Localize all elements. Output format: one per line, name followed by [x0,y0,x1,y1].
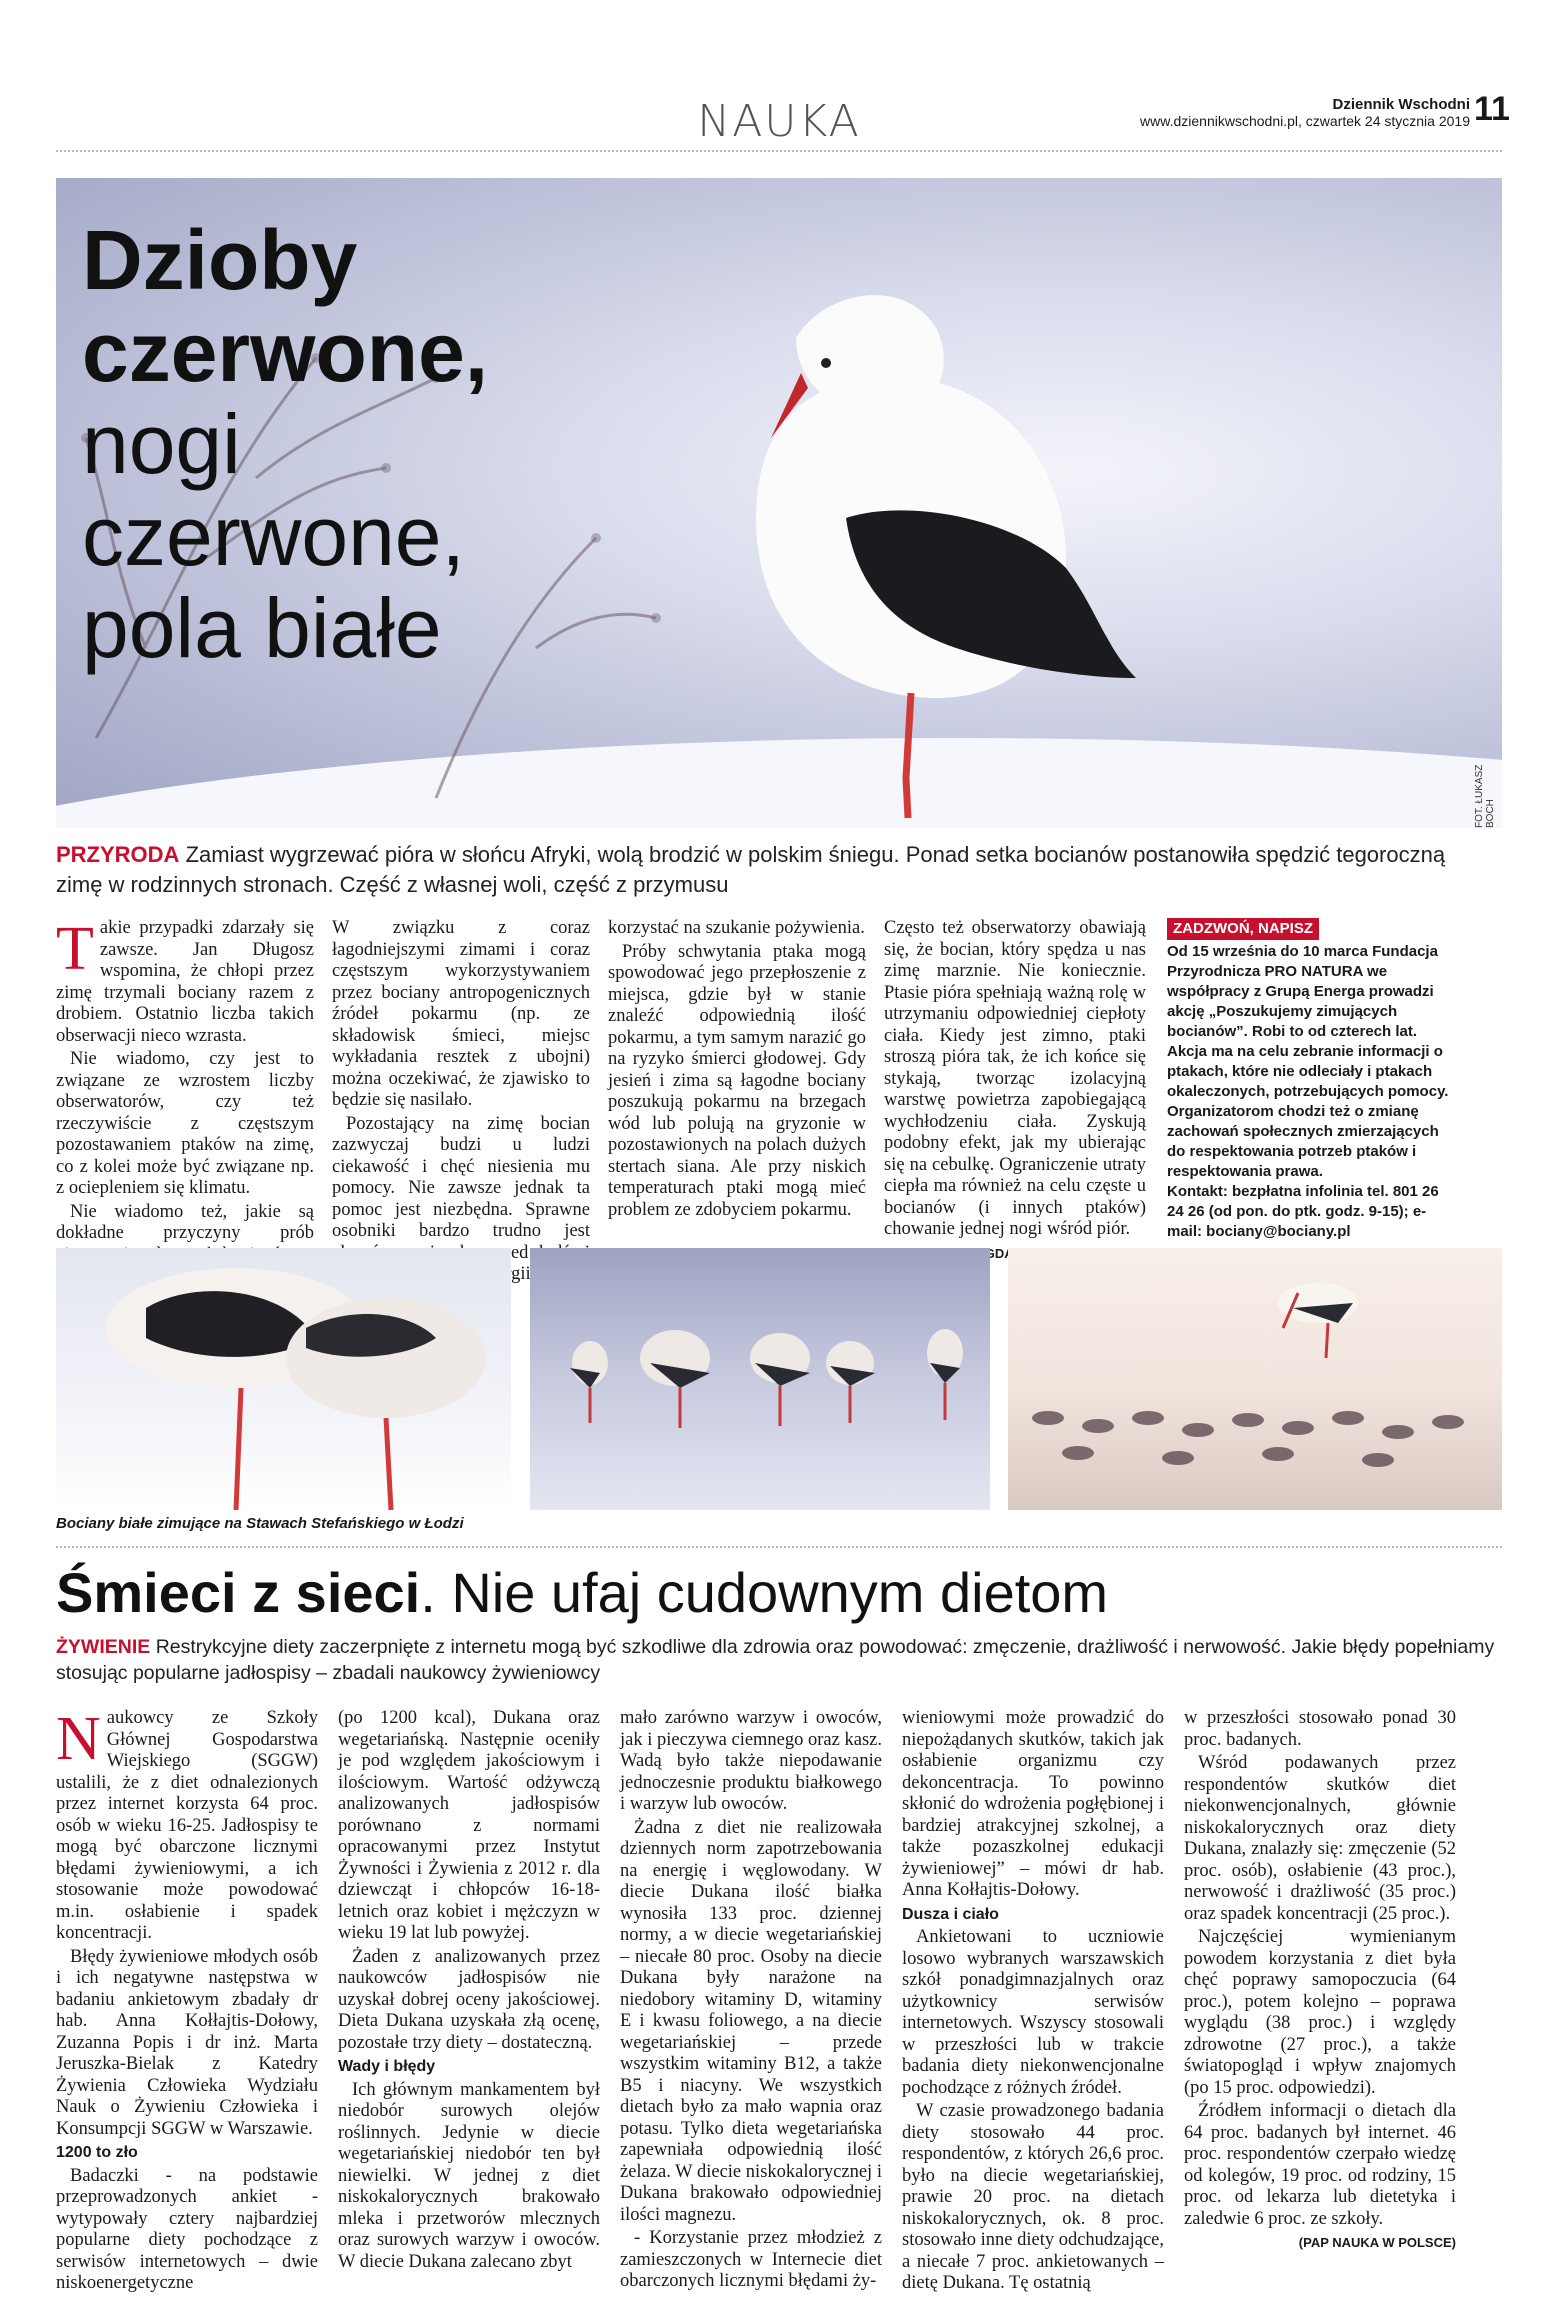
article-lead: PRZYRODA Zamiast wygrzewać pióra w słońcu Afryki, wolą brodzić w polskim śniegu. Ponad setka bocianów postanowiła spędzić tegoroczną zimę w rodzinnych stronach. Część z własnej woli, część z przymusu [56,842,1446,897]
paper-name: Dziennik Wschodni [1332,96,1470,113]
second-headline: Śmieci z sieci. Nie ufaj cudownym dietom [56,1561,1109,1624]
article-column-4: Często też obserwatorzy obawiają się, że bocian, który spędza u nas zimę marznie. Nie koniecznie. Ptasie pióra spełniają ważną rolę w utrzymaniu odpowiedniej ciepłoty ciała. Kiedy jest zimno, ptaki stroszą pióra tak, że ich końce się stykają, tworząc izolacyjną warstwę powietrza zapobiegającą wychłodzeniu ciała. Zyskują podobny efekt, jak my ubierając się na cebulkę. Ograniczenie utraty ciepła ma również na celu częste u bocianów (i innych ptaków) chowanie jednej nogi wśród piór. MAGDALENA [884,918,1146,1264]
issue-date: czwartek 24 stycznia 2019 [1305,113,1470,129]
box-contact: Kontakt: bezpłatna infolinia tel. 801 26 24 26 (od pon. do ptk. godz. 9-15); e-mail: bociany@bociany.pl [1167,1183,1439,1240]
article-column-2: W związku z coraz łagodniejszymi zimami i coraz częstszym wykorzystywaniem przez bociany antropogenicznych źródeł pokarmu (np. ze składowisk śmieci, miejsc wykładania resztek z ubojni) można oczekiwać, że zjawisko to będzie się nasilało. Pozostający na zimę bocian zazwyczaj budzi u ludzi ciekawość i chęć niesienia mu pomocy. Nie zawsze jednak ta pomoc jest niezbędna. Sprawne osobniki bardzo trudno jest [332,918,590,1241]
kicker: PRZYRODA [56,842,180,867]
photo-storks-1 [56,1248,511,1510]
subheading: 1200 to zło [56,2144,138,2161]
article-column-3: korzystać na szukanie pożywienia. Próby schwytania ptaka mogą spowodować jego przepłoszenie z miejsca, gdzie był w stanie znaleźć odpowiednią ilość pokarmu, a tym samym narazić go na ryzyko śmierci głodowej. Gdy jesień i zima są łagodne bociany poszukują pokarmu na brzegach wód lub polują na gryzonie w pozostawionych na polach dużych stertach siana. Ale przy niskich temperaturach ptaki mogą mieć problem ze zdobyciem pokarmu. [608,918,866,1220]
diet-column-3: mało zarówno warzyw i owoców, jak i pieczywa ciemnego oraz kasz. Wadą było także niepodawanie jednoczesnie produktu białkowego i warzyw lub owoców. Żadna z diet nie realizowała dziennych norm zapotrzebowania na energię i węglowodany. W diecie Dukana ilość białka wynosiła 133 proc. dziennej normy, a w diecie wegetariańskiej – niecałe 80 proc. Osoby na diecie Dukana były narażone na niedobory witaminy D, witaminy E i kwasu foliowego, a na diecie wegetariańskiej – przede wszystkim witaminy B12, a także B5 i niacyny. We wszystkich dietach było za mało wapnia oraz potasu. Tylko dieta wegetariańska zapewniała odpowiednią ilość żelaza. W diecie niskokalorycznej i Dukana brakowało odpowiedniej ilości magnezu. - Korzystanie przez młodzież z zamieszczonych w Internecie diet obarczonych licznymi błędami ży- [620,1708,882,2291]
website-link[interactable]: www.dziennikwschodni.pl [1140,113,1299,129]
kicker-2: ŻYWIENIE [56,1636,151,1658]
second-lead: ŻYWIENIE Restrykcyjne diety zaczerpnięte z internetu mogą być szkodliwe dla zdrowia oraz powodować: zmęczenie, drażliwość i nerwowość. Jakie błędy popełniamy stosując popularne jadłospisy – zbadali naukowcy żywieniowcy [56,1636,1495,1684]
storks-lake-illustration [530,1248,990,1510]
page-number: 11 [1474,90,1510,128]
main-headline: Dzioby czerwone, nogi czerwone, pola białe [82,213,489,675]
byline: MAGDALENA [964,1245,1049,1261]
diet-column-2: (po 1200 kcal), Dukana oraz wegetariańską. Następnie oceniły je pod względem jakościowym i ilościowym. Wartość odżywczą analizowanych jadłospisów porównano z normami opracowanymi przez Instytut Żywności i Żywienia z 2012 r. dla dziewcząt i chłopców 16-18-letnich oraz kobiet i mężczyzn w wieku 19 lat lub powyżej. Żaden z analizowanych przez naukowców jadłospisów nie uzyskał dobrej oceny jakościowej. Dieta Dukana uzyskała złą ocenę, pozostałe trzy diety – dostateczną. Wady i błędy Ich głównym mankamentem był niedobór surowych olejów roślinnych. Jedynie w diecie wegetariańskiej niedobór ten był niewielki. W jednej z diet niskokalorycznych brakowało mleka i przetworów mlecznych oraz surowych warzyw i owoców. W diecie Dukana zalecano zbyt [338,1708,600,2272]
subheading: Dusza i ciało [902,1905,999,1923]
box-title: ZADZWOŃ, NAPISZ [1167,918,1319,940]
masthead-info: Dziennik Wschodni www.dziennikwschodni.pl, czwartek 24 stycznia 2019 [1140,96,1470,129]
box-text: Od 15 września do 10 marca Fundacja Przyrodnicza PRO NATURA we współpracy z Grupą Energa prowadzi akcję „Poszukujemy zimujących bocianów”. Robi to od czterech lat. Akcja ma na celu zebranie informacji o ptakach, które nie odleciały i ptakach okaleczonych, potrzebujących pomocy. Organizatorom chodzi też o zmianę zachowań społecznych zmierzających do respektowania potrzeb ptaków i respektowania prawa. [1167,943,1449,1180]
stork-ducks-illustration [1008,1248,1502,1510]
diet-column-5: w przeszłości stosowało ponad 30 proc. badanych. Wśród podawanych przez respondentów skutków diet niekonwencjonalnych, głównie niskokalorycznych oraz diety Dukana, znalazły się: zmęczenie (52 proc. osób), osłabienie (43 proc.), nerwowość i drażliwość (35 proc.) oraz spadek koncentracji (25 proc.). Najczęściej wymienianym powodem korzystania z diet była chęć poprawy samopoczucia (64 proc.), potem kolejno – poprawa wyglądu (38 proc.) i względy zdrowotne (27 proc.), a także światopogląd i wpływ znajomych (po 15 proc. odpowiedzi). Źródłem informacji o dietach dla 64 proc. badanych był internet. 46 proc. respondentów czerpało wiedzę od kolegów, 19 proc. od rodziny, 15 proc. od lekarza lub dietetyka i zaledwie 6 proc. ze szkoły. (PAP NAUKA W POLSCE) [1184,1708,1456,2254]
drop-cap: T [56,915,94,983]
storks-group-illustration [56,1248,511,1510]
diet-column-1: Naukowcy ze Szkoły Głównej Gospodarstwa Wiejskiego (SGGW) ustalili, że z diet odnalezionych przez internet korzysta 64 proc. osób w wieku 16-25. Jadłospisy te mogą być obarczone licznymi błędami żywieniowymi, a ich stosowanie może powodować m.in. osłabienie i spadek koncentracji. Błędy żywieniowe młodych osób i ich negatywne następstwa w badaniu ankietowym zbadały dr hab. Anna Kołłajtis-Dołowy, Zuzanna Popis i dr inż. Marta Jeruszka-Bielak z Katedry Żywienia Człowieka Wydziału Nauk o Żywieniu Człowieka i Konsumpcji SGGW w Warszawie. 1200 to zło Badaczki - na podstawie przeprowadzonych ankiet - wytypowały cztery najbardziej popularne diety pochodzące z serwisów internetowych – dwie niskoenergetyczne [56,1705,318,2293]
drop-cap-2: N [56,1705,101,1773]
photo-storks-3 [1008,1248,1502,1510]
section-title: NAUKA [697,96,861,147]
source-credit: (PAP NAUKA W POLSCE) [1298,2235,1456,2250]
section-divider [56,1546,1502,1548]
diet-column-4: wieniowymi może prowadzić do niepożądanych skutków, takich jak osłabienie organizmu czy dekoncentracja. To powinno skłonić do wdrożenia pogłębionej i bardziej atrakcyjnej szkolnej, a także pozaszkolnej edukacji żywieniowej” – mówi dr hab. Anna Kołłajtis-Dołowy. Dusza i ciało Ankietowani to uczniowie losowo wybranych warszawskich szkół ponadgimnazjalnych oraz użytkownicy serwisów internetowych. Wszyscy stosowali w przeszłości lub w trakcie badania diety niekonwencjonalne pochodzące z różnych źródeł. W czasie prowadzonego badania diety stosowało 44 proc. respondentów, z których 26,6 proc. było na diecie wegetariańskiej, prawie 20 proc. na dietach niskokalorycznych, ok. 8 proc. stosowało inne diety odchudzające, a niecałe 7 proc. ankietowanych – dietę Dukana. Tę ostatnią [902,1708,1164,2293]
subheading: Wady i błędy [338,2058,436,2075]
photo-storks-2 [530,1248,990,1510]
header-divider [56,150,1502,152]
hero-photo [56,178,1502,828]
contact-box [1167,918,1457,1242]
photo-caption: Bociany białe zimujące na Stawach Stefańskiego w Łodzi [56,1515,464,1532]
photo-credit: FOT. ŁUKASZ BOCH [1474,764,1496,828]
article-column-1: Takie przypadki zdarzały się zawsze. Jan Długosz wspomina, że chłopi przez zimę trzymali bociany razem z drobiem. Ostatnio liczba takich obserwacji nieco wzrasta. Nie wiadomo, czy jest to związane ze wzrostem liczby obserwatorów, czy też rzeczywiście z częstszym pozostawaniem ptaków na zimę, co z kolei może być związane np. z ociepleniem się klimatu. Nie wiadomo też, jakie są dokładne przyczyny prób [56,915,314,1243]
